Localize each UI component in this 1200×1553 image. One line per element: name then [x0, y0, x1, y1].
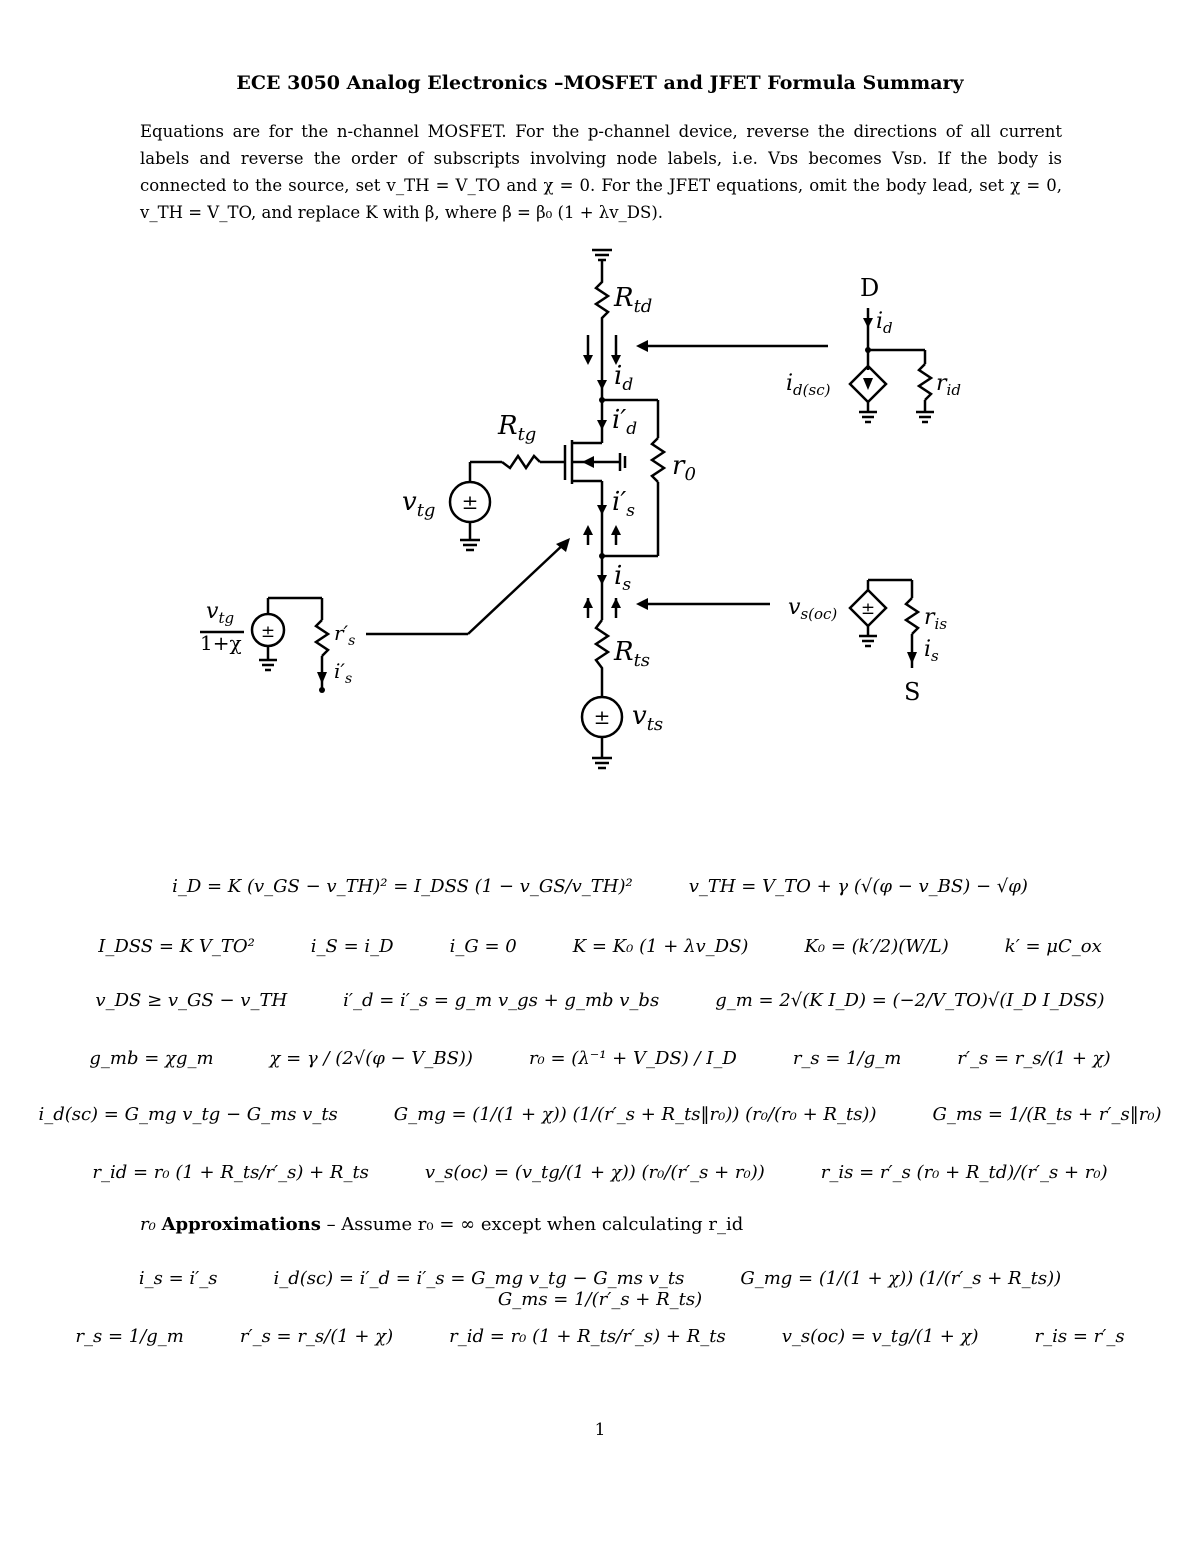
label-is: $i_s$ [614, 561, 632, 595]
page-number: 1 [594, 1420, 606, 1440]
label-vtg: $v_{tg}$ [402, 487, 436, 521]
label-ris: $r_{is}$ [924, 605, 948, 633]
label-id-drain: $i_d$ [876, 309, 893, 337]
label-rid: $r_{id}$ [936, 371, 961, 399]
plusminus-vts: ± [593, 705, 611, 729]
label-id-prime: $i'_d$ [612, 405, 638, 439]
plusminus-left: ± [260, 622, 276, 642]
equation-row-6: r_id = r₀ (1 + R_ts/r′_s) + R_ts v_s(oc) = (v_tg/(1 + χ)) (r₀/(r′_s + r₀)) r_is = r′_s (r₀ + R_td)/(r′_s + r₀) [92, 1162, 1108, 1183]
label-rtd: $R_{td}$ [614, 283, 653, 317]
equation-row-4: g_mb = χg_m χ = γ / (2√(φ − V_BS)) r₀ = (λ⁻¹ + V_DS) / I_D r_s = 1/g_m r′_s = r_s/(1 + χ) [89, 1048, 1111, 1069]
plusminus-vtg: ± [461, 490, 479, 514]
label-rts: $R_{ts}$ [614, 637, 651, 671]
equation-row-7: i_s = i′_s i_d(sc) = i′_d = i′_s = G_mg v_tg − G_ms v_ts G_mg = (1/(1 + χ)) (1/(r′_s + R_ts))G_ms = 1/(r′_s + R_ts) [138, 1268, 1062, 1310]
plusminus-vsoc: ± [860, 599, 876, 619]
label-source-terminal: S [904, 678, 921, 706]
label-rsp: $r'_s$ [334, 621, 356, 649]
label-is-source: $i_s$ [924, 637, 939, 665]
label-id: $i_d$ [614, 361, 634, 395]
equation-row-8: r_s = 1/g_m r′_s = r_s/(1 + χ) r_id = r₀ (1 + R_ts/r′_s) + R_ts v_s(oc) = v_tg/(1 + χ) r_is = r′_s [75, 1326, 1125, 1347]
equation-row-3: v_DS ≥ v_GS − v_TH i′_d = i′_s = g_m v_gs + g_mb v_bs g_m = 2√(K I_D) = (−2/V_TO)√(I_D I_DSS) [95, 990, 1105, 1011]
equation-row-5: i_d(sc) = G_mg v_tg − G_ms v_ts G_mg = (1/(1 + χ)) (1/(r′_s + R_ts‖r₀)) (r₀/(r₀ + R_ts)) G_ms = 1/(R_ts + r′_s‖r₀) [38, 1104, 1162, 1125]
label-r0: $r_0$ [672, 451, 696, 485]
equation-row-1: i_D = K (v_GS − v_TH)² = I_DSS (1 − v_GS/v_TH)² v_TH = V_TO + γ (√(φ − v_BS) − √φ) [172, 876, 1028, 897]
label-idsc: $i_{d(sc)}$ [786, 371, 831, 399]
label-is-prime: $i'_s$ [612, 487, 635, 521]
approximations-heading: r₀ Approximations – Assume r₀ = ∞ except when calculating r_id [140, 1214, 744, 1235]
mosfet-equivalent-circuit-diagram [0, 240, 1200, 800]
label-src-den: 1+χ [200, 631, 242, 655]
label-vsoc: $v_{s(oc)}$ [788, 595, 838, 623]
equation-row-2: I_DSS = K V_TO² i_S = i_D i_G = 0 K = K₀ (1 + λv_DS) K₀ = (k′/2)(W/L) k′ = μC_ox [98, 936, 1102, 957]
label-vts: $v_{ts}$ [632, 701, 664, 735]
intro-paragraph: Equations are for the n-channel MOSFET. For the p-channel device, reverse the directions of all current labels and reverse the order of subscripts involving node labels, i.e. Vᴅꜱ becomes Vꜱᴅ. If the body is connected to the source, set v_TH = V_TO and χ = 0. For the JFET equations, omit the body lead, set χ = 0, v_TH = V_TO, and replace K with β, where β = β₀ (1 + λv_DS). [140, 122, 1062, 222]
page-title: ECE 3050 Analog Electronics –MOSFET and JFET Formula Summary [236, 72, 964, 94]
label-drain-terminal: D [860, 274, 880, 302]
label-isp-left: $i'_s$ [334, 659, 353, 687]
label-rtg: $R_{tg}$ [498, 411, 537, 445]
label-src-num: $v_{tg}$ [206, 599, 235, 627]
